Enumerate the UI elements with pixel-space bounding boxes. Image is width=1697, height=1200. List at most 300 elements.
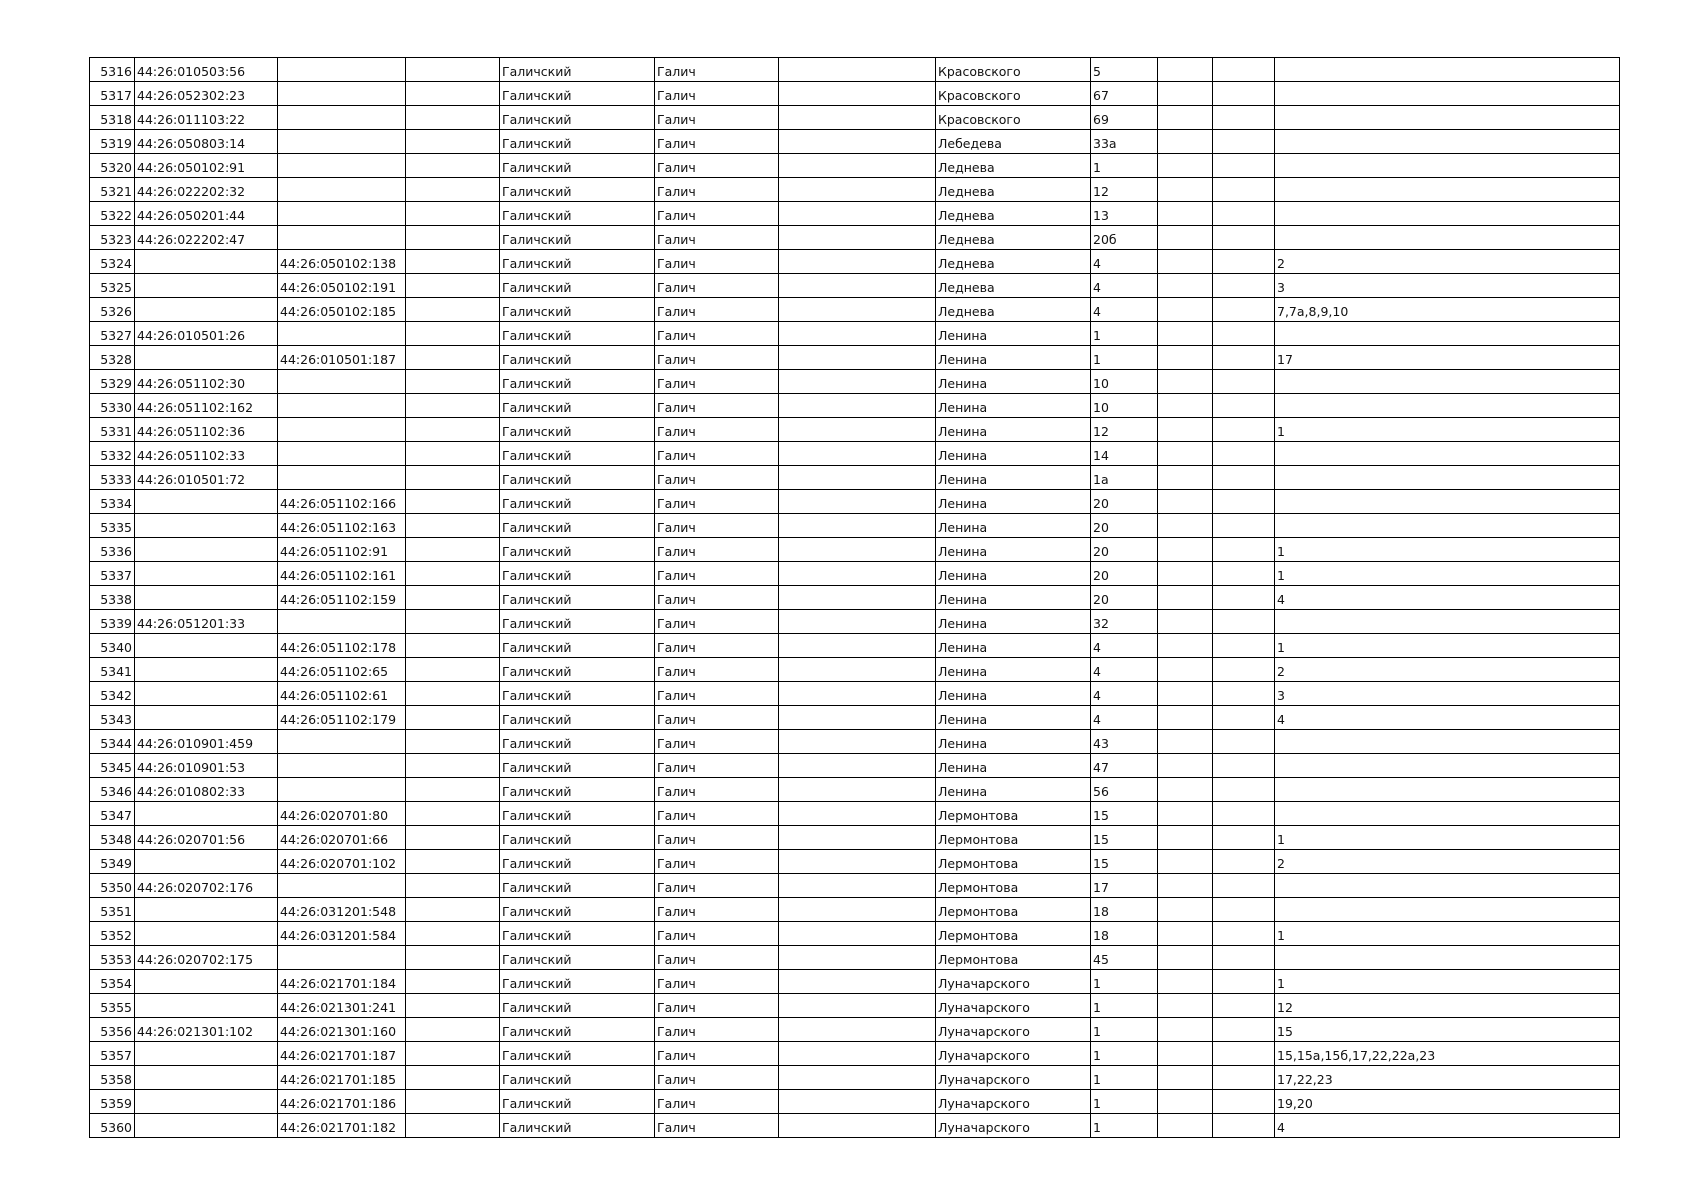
cell-building [1158,586,1213,610]
cell-row-number: 5342 [90,682,135,706]
cell-cadastral-number-building: 44:26:051102:61 [278,682,406,706]
cell-district: Галичский [500,82,655,106]
cell-city: Галич [655,178,779,202]
cell-locality [779,682,936,706]
cell-cadastral-number-building [278,466,406,490]
cell-city: Галич [655,82,779,106]
cell-city: Галич [655,922,779,946]
cell-row-number: 5344 [90,730,135,754]
cell-cadastral-number-land: 44:26:051102:36 [135,418,278,442]
cell-building [1158,610,1213,634]
cell-cadastral-number-building [278,226,406,250]
cell-locality [779,1018,936,1042]
cell-building [1158,466,1213,490]
cell-cadastral-number-building: 44:26:051102:161 [278,562,406,586]
table-row [90,274,1620,298]
cell-apartments: 7,7а,8,9,10 [1275,298,1620,322]
cell-row-number: 5351 [90,898,135,922]
cell-house-number: 5 [1091,58,1158,82]
cell-locality [779,994,936,1018]
cell-cadastral-number-land [135,346,278,370]
cell-city: Галич [655,1018,779,1042]
cell-building [1158,82,1213,106]
cell-cadastral-number-land: 44:26:052302:23 [135,82,278,106]
cell-street: Красовского [936,106,1091,130]
cell-district: Галичский [500,154,655,178]
cell-district: Галичский [500,706,655,730]
cell-city: Галич [655,394,779,418]
cell-city: Галич [655,370,779,394]
cell-structure [1213,82,1275,106]
cell-street: Ленина [936,634,1091,658]
cell-empty-column [406,586,500,610]
cell-cadastral-number-land: 44:26:020701:56 [135,826,278,850]
cell-street: Ленина [936,682,1091,706]
cell-structure [1213,898,1275,922]
cell-empty-column [406,490,500,514]
cell-row-number: 5333 [90,466,135,490]
cell-structure [1213,394,1275,418]
cell-house-number: 1 [1091,1018,1158,1042]
table-row [90,706,1620,730]
cell-empty-column [406,706,500,730]
cell-house-number: 4 [1091,250,1158,274]
cell-cadastral-number-building: 44:26:051102:65 [278,658,406,682]
cell-row-number: 5332 [90,442,135,466]
cell-locality [779,442,936,466]
cell-cadastral-number-land: 44:26:010901:53 [135,754,278,778]
cell-row-number: 5352 [90,922,135,946]
cell-house-number: 4 [1091,298,1158,322]
cell-street: Лермонтова [936,802,1091,826]
cell-row-number: 5350 [90,874,135,898]
cell-district: Галичский [500,610,655,634]
cell-locality [779,586,936,610]
cell-cadastral-number-building: 44:26:051102:178 [278,634,406,658]
cell-row-number: 5339 [90,610,135,634]
cell-empty-column [406,610,500,634]
cell-locality [779,274,936,298]
cell-apartments [1275,730,1620,754]
cell-row-number: 5319 [90,130,135,154]
cell-house-number: 1 [1091,1114,1158,1138]
cell-house-number: 43 [1091,730,1158,754]
cell-building [1158,514,1213,538]
cell-row-number: 5322 [90,202,135,226]
cell-building [1158,850,1213,874]
cell-city: Галич [655,58,779,82]
cell-structure [1213,778,1275,802]
cell-city: Галич [655,130,779,154]
cell-district: Галичский [500,130,655,154]
cell-district: Галичский [500,562,655,586]
cell-locality [779,370,936,394]
cell-cadastral-number-building: 44:26:021301:160 [278,1018,406,1042]
cell-empty-column [406,1090,500,1114]
cell-building [1158,634,1213,658]
cell-structure [1213,154,1275,178]
cell-apartments: 17 [1275,346,1620,370]
cell-cadastral-number-building: 44:26:010501:187 [278,346,406,370]
cell-district: Галичский [500,922,655,946]
cell-empty-column [406,418,500,442]
cell-house-number: 32 [1091,610,1158,634]
cell-cadastral-number-building: 44:26:021301:241 [278,994,406,1018]
cell-district: Галичский [500,802,655,826]
cell-district: Галичский [500,874,655,898]
cell-structure [1213,370,1275,394]
cell-district: Галичский [500,682,655,706]
cell-house-number: 18 [1091,898,1158,922]
cell-cadastral-number-land [135,1114,278,1138]
cell-empty-column [406,946,500,970]
cell-row-number: 5348 [90,826,135,850]
cell-cadastral-number-building [278,178,406,202]
cell-cadastral-number-building [278,874,406,898]
cell-cadastral-number-land [135,922,278,946]
cell-row-number: 5346 [90,778,135,802]
cell-cadastral-number-land: 44:26:051102:162 [135,394,278,418]
cell-apartments [1275,946,1620,970]
cell-empty-column [406,106,500,130]
cell-house-number: 1 [1091,154,1158,178]
cell-apartments: 15,15а,15б,17,22,22а,23 [1275,1042,1620,1066]
cell-district: Галичский [500,58,655,82]
cell-locality [779,634,936,658]
table-row [90,106,1620,130]
table-row [90,466,1620,490]
cell-cadastral-number-land: 44:26:010501:26 [135,322,278,346]
cell-cadastral-number-building: 44:26:021701:182 [278,1114,406,1138]
cell-locality [779,946,936,970]
cell-district: Галичский [500,514,655,538]
cell-district: Галичский [500,994,655,1018]
cell-building [1158,898,1213,922]
cell-locality [779,706,936,730]
cell-district: Галичский [500,586,655,610]
cell-apartments: 17,22,23 [1275,1066,1620,1090]
cell-house-number: 13 [1091,202,1158,226]
cell-cadastral-number-land: 44:26:011103:22 [135,106,278,130]
cell-cadastral-number-land [135,1066,278,1090]
cell-cadastral-number-land: 44:26:051102:30 [135,370,278,394]
cell-cadastral-number-land [135,898,278,922]
cell-city: Галич [655,226,779,250]
cell-structure [1213,970,1275,994]
address-table [89,57,1620,1138]
cell-row-number: 5356 [90,1018,135,1042]
cell-locality [779,418,936,442]
cell-street: Лермонтова [936,946,1091,970]
cell-locality [779,202,936,226]
cell-locality [779,298,936,322]
cell-cadastral-number-land [135,682,278,706]
cell-cadastral-number-land [135,1042,278,1066]
cell-building [1158,562,1213,586]
cell-house-number: 15 [1091,826,1158,850]
table-row [90,418,1620,442]
cell-apartments: 19,20 [1275,1090,1620,1114]
cell-city: Галич [655,634,779,658]
cell-city: Галич [655,706,779,730]
table-row [90,346,1620,370]
cell-building [1158,130,1213,154]
cell-structure [1213,562,1275,586]
cell-street: Леднева [936,298,1091,322]
cell-empty-column [406,1018,500,1042]
cell-structure [1213,802,1275,826]
cell-row-number: 5355 [90,994,135,1018]
cell-cadastral-number-land: 44:26:050102:91 [135,154,278,178]
cell-cadastral-number-land: 44:26:010503:56 [135,58,278,82]
table-row [90,850,1620,874]
cell-apartments: 15 [1275,1018,1620,1042]
cell-district: Галичский [500,826,655,850]
cell-building [1158,178,1213,202]
cell-house-number: 18 [1091,922,1158,946]
cell-district: Галичский [500,106,655,130]
cell-apartments: 4 [1275,1114,1620,1138]
cell-house-number: 20 [1091,586,1158,610]
table-row [90,730,1620,754]
cell-city: Галич [655,322,779,346]
cell-cadastral-number-building [278,202,406,226]
cell-house-number: 20б [1091,226,1158,250]
cell-apartments [1275,466,1620,490]
cell-street: Ленина [936,418,1091,442]
cell-row-number: 5316 [90,58,135,82]
cell-city: Галич [655,106,779,130]
cell-city: Галич [655,850,779,874]
cell-structure [1213,322,1275,346]
cell-street: Ленина [936,394,1091,418]
cell-locality [779,922,936,946]
cell-locality [779,658,936,682]
cell-row-number: 5326 [90,298,135,322]
cell-house-number: 12 [1091,178,1158,202]
cell-row-number: 5320 [90,154,135,178]
cell-row-number: 5341 [90,658,135,682]
cell-city: Галич [655,658,779,682]
cell-structure [1213,946,1275,970]
cell-locality [779,466,936,490]
cell-locality [779,1066,936,1090]
cell-empty-column [406,226,500,250]
table-row [90,1066,1620,1090]
cell-street: Лермонтова [936,850,1091,874]
table-row [90,946,1620,970]
cell-apartments [1275,106,1620,130]
cell-row-number: 5330 [90,394,135,418]
cell-street: Луначарского [936,1042,1091,1066]
cell-structure [1213,466,1275,490]
table-row [90,874,1620,898]
cell-locality [779,874,936,898]
table-row [90,130,1620,154]
cell-locality [779,898,936,922]
cell-cadastral-number-land: 44:26:010802:33 [135,778,278,802]
cell-row-number: 5336 [90,538,135,562]
cell-house-number: 1 [1091,970,1158,994]
cell-cadastral-number-building: 44:26:021701:184 [278,970,406,994]
cell-street: Луначарского [936,1018,1091,1042]
table-row [90,442,1620,466]
table-row [90,922,1620,946]
table-row [90,634,1620,658]
cell-empty-column [406,1114,500,1138]
cell-cadastral-number-building: 44:26:051102:166 [278,490,406,514]
cell-locality [779,1042,936,1066]
cell-apartments [1275,370,1620,394]
cell-house-number: 69 [1091,106,1158,130]
cell-building [1158,1018,1213,1042]
cell-building [1158,202,1213,226]
cell-district: Галичский [500,394,655,418]
table-row [90,226,1620,250]
cell-street: Лермонтова [936,922,1091,946]
cell-apartments [1275,202,1620,226]
cell-building [1158,106,1213,130]
cell-district: Галичский [500,970,655,994]
table-row [90,178,1620,202]
cell-city: Галич [655,970,779,994]
cell-cadastral-number-building [278,154,406,178]
cell-building [1158,58,1213,82]
cell-apartments [1275,58,1620,82]
cell-cadastral-number-land: 44:26:020702:176 [135,874,278,898]
cell-empty-column [406,442,500,466]
cell-locality [779,514,936,538]
table-body [90,58,1620,1138]
cell-apartments: 4 [1275,586,1620,610]
cell-district: Галичский [500,778,655,802]
cell-house-number: 33а [1091,130,1158,154]
cell-street: Лермонтова [936,874,1091,898]
table-row [90,514,1620,538]
cell-house-number: 20 [1091,514,1158,538]
cell-building [1158,730,1213,754]
cell-district: Галичский [500,490,655,514]
cell-street: Ленина [936,562,1091,586]
cell-cadastral-number-building [278,130,406,154]
cell-structure [1213,1042,1275,1066]
cell-street: Леднева [936,250,1091,274]
cell-structure [1213,874,1275,898]
cell-structure [1213,178,1275,202]
cell-house-number: 45 [1091,946,1158,970]
cell-house-number: 4 [1091,634,1158,658]
cell-empty-column [406,1066,500,1090]
table-row [90,58,1620,82]
cell-empty-column [406,178,500,202]
cell-cadastral-number-building: 44:26:050102:138 [278,250,406,274]
cell-city: Галич [655,562,779,586]
cell-empty-column [406,202,500,226]
cell-district: Галичский [500,1018,655,1042]
cell-structure [1213,754,1275,778]
cell-apartments: 2 [1275,250,1620,274]
cell-house-number: 1 [1091,1042,1158,1066]
cell-locality [779,778,936,802]
cell-locality [779,226,936,250]
cell-city: Галич [655,154,779,178]
cell-building [1158,682,1213,706]
cell-empty-column [406,298,500,322]
cell-cadastral-number-building [278,370,406,394]
cell-structure [1213,442,1275,466]
cell-street: Лебедева [936,130,1091,154]
cell-cadastral-number-building: 44:26:021701:185 [278,1066,406,1090]
cell-apartments: 1 [1275,970,1620,994]
cell-cadastral-number-building: 44:26:051102:163 [278,514,406,538]
cell-apartments [1275,130,1620,154]
cell-city: Галич [655,298,779,322]
cell-cadastral-number-building [278,946,406,970]
cell-street: Ленина [936,370,1091,394]
cell-locality [779,346,936,370]
cell-empty-column [406,970,500,994]
cell-structure [1213,730,1275,754]
cell-structure [1213,826,1275,850]
cell-locality [779,562,936,586]
cell-apartments: 1 [1275,922,1620,946]
table-row [90,562,1620,586]
cell-empty-column [406,562,500,586]
cell-apartments: 12 [1275,994,1620,1018]
cell-street: Леднева [936,274,1091,298]
cell-building [1158,346,1213,370]
cell-city: Галич [655,418,779,442]
cell-structure [1213,130,1275,154]
cell-empty-column [406,130,500,154]
cell-structure [1213,1018,1275,1042]
cell-street: Красовского [936,82,1091,106]
cell-cadastral-number-building [278,778,406,802]
cell-row-number: 5360 [90,1114,135,1138]
cell-structure [1213,706,1275,730]
table-row [90,994,1620,1018]
cell-apartments [1275,394,1620,418]
cell-locality [779,178,936,202]
table-row [90,778,1620,802]
cell-row-number: 5349 [90,850,135,874]
cell-district: Галичский [500,1090,655,1114]
cell-structure [1213,1090,1275,1114]
cell-house-number: 4 [1091,274,1158,298]
cell-empty-column [406,874,500,898]
cell-locality [779,490,936,514]
table-row [90,1042,1620,1066]
cell-city: Галич [655,898,779,922]
cell-house-number: 20 [1091,490,1158,514]
cell-street: Луначарского [936,1114,1091,1138]
cell-apartments [1275,778,1620,802]
cell-district: Галичский [500,226,655,250]
cell-building [1158,322,1213,346]
cell-building [1158,874,1213,898]
cell-building [1158,706,1213,730]
cell-street: Ленина [936,586,1091,610]
cell-house-number: 15 [1091,802,1158,826]
cell-district: Галичский [500,1114,655,1138]
cell-street: Лермонтова [936,826,1091,850]
cell-cadastral-number-building [278,610,406,634]
cell-empty-column [406,826,500,850]
cell-row-number: 5334 [90,490,135,514]
cell-structure [1213,514,1275,538]
cell-structure [1213,346,1275,370]
cell-house-number: 1 [1091,322,1158,346]
